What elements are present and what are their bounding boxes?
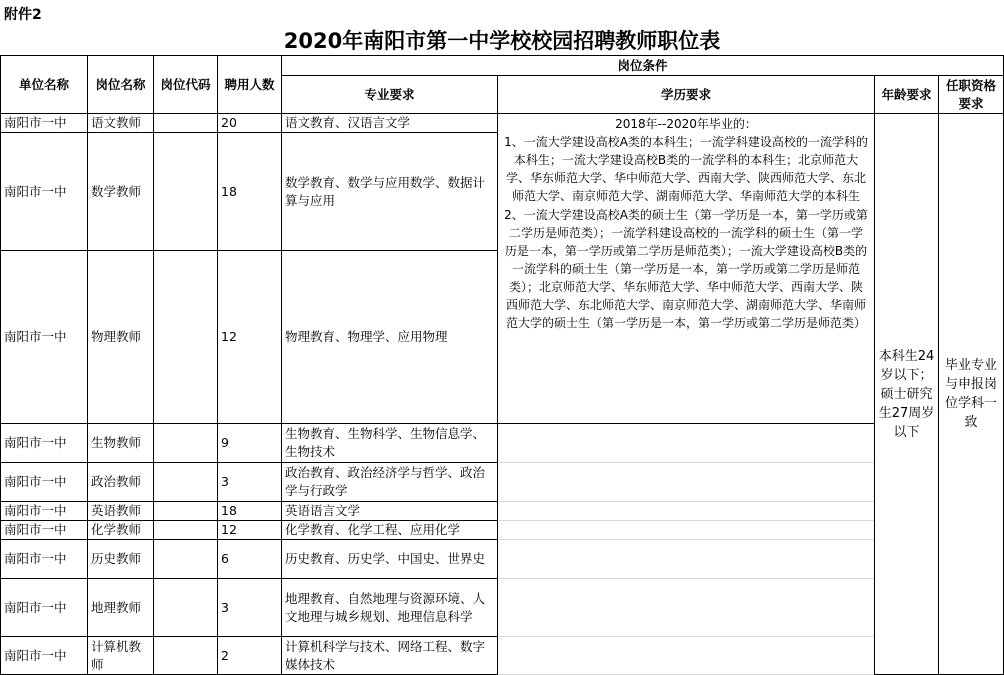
header-code: 岗位代码 <box>154 56 218 114</box>
header-qualification: 任职资格要求 <box>939 76 1004 114</box>
header-conditions: 岗位条件 <box>282 56 1004 76</box>
code-cell <box>154 424 218 463</box>
education-bachelor: 1、一流大学建设高校A类的本科生；一流学科建设高校的一流学科的本科生；一流大学建设高校B类的一流学科的本科生；北京师范大学、华东师范大学、华中师范大学、西南大学、陕西师范大学、东北师范大学、南京师范大学、湖南师范大学、华南师范大学的本科生 <box>504 135 868 203</box>
unit-cell: 南阳市一中 <box>1 637 88 675</box>
unit-cell: 南阳市一中 <box>1 133 88 251</box>
code-cell <box>154 637 218 675</box>
header-unit: 单位名称 <box>1 56 88 114</box>
position-cell: 化学教师 <box>88 521 154 540</box>
position-cell: 英语教师 <box>88 502 154 521</box>
header-position: 岗位名称 <box>88 56 154 114</box>
position-cell: 计算机教师 <box>88 637 154 675</box>
count-cell: 18 <box>218 133 282 251</box>
code-cell <box>154 114 218 133</box>
unit-cell: 南阳市一中 <box>1 251 88 424</box>
major-cell: 历史教育、历史学、中国史、世界史 <box>282 540 498 579</box>
position-cell: 历史教师 <box>88 540 154 579</box>
position-cell: 数学教师 <box>88 133 154 251</box>
header-count: 聘用人数 <box>218 56 282 114</box>
count-cell: 3 <box>218 463 282 502</box>
unit-cell: 南阳市一中 <box>1 463 88 502</box>
education-blank-cell <box>498 463 875 502</box>
attachment-label: 附件2 <box>4 7 42 23</box>
count-cell: 12 <box>218 251 282 424</box>
major-cell: 英语语言文学 <box>282 502 498 521</box>
count-cell: 20 <box>218 114 282 133</box>
header-education: 学历要求 <box>498 76 875 114</box>
header-age: 年龄要求 <box>875 76 939 114</box>
position-cell: 地理教师 <box>88 579 154 637</box>
header-major: 专业要求 <box>282 76 498 114</box>
code-cell <box>154 502 218 521</box>
position-cell: 物理教师 <box>88 251 154 424</box>
qualification-cell: 毕业专业与申报岗位学科一致 <box>939 114 1004 675</box>
table-row <box>1 579 1004 637</box>
unit-cell: 南阳市一中 <box>1 521 88 540</box>
table-row <box>1 540 1004 579</box>
education-blank-cell <box>498 502 875 521</box>
page-title: 2020年南阳市第一中学校校园招聘教师职位表 <box>283 29 721 53</box>
education-blank-cell <box>498 424 875 463</box>
count-cell: 18 <box>218 502 282 521</box>
education-blank-cell <box>498 579 875 637</box>
code-cell <box>154 463 218 502</box>
code-cell <box>154 251 218 424</box>
age-cell: 本科生24岁以下；硕士研究生27周岁以下 <box>875 114 939 675</box>
code-cell <box>154 540 218 579</box>
position-cell: 语文教师 <box>88 114 154 133</box>
major-cell: 物理教育、物理学、应用物理 <box>282 251 498 424</box>
education-blank-cell <box>498 540 875 579</box>
code-cell <box>154 133 218 251</box>
education-master: 2、一流大学建设高校A类的硕士生（第一学历是一本，第一学历或第二学历是师范类）；一流学科建设高校的一流学科的硕士生（第一学历是一本，第一学历或第二学历是师范类）；一流大学建设高校B类的一流学科的硕士生（第一学历是一本，第一学历或第二学历是师范类）；北京师范大学、华东师范大学、华中师范大学、西南大学、陕西师范大学、东北师范大学、南京师范大学、湖南师范大学、华南师范大学的硕士生（第一学历是一本，第一学历或第二学历是师范类） <box>504 208 868 330</box>
table-row <box>1 637 1004 675</box>
table-row <box>1 424 1004 463</box>
code-cell <box>154 579 218 637</box>
count-cell: 2 <box>218 637 282 675</box>
major-cell: 计算机科学与技术、网络工程、数字媒体技术 <box>282 637 498 675</box>
count-cell: 6 <box>218 540 282 579</box>
table-row <box>1 521 1004 540</box>
code-cell <box>154 521 218 540</box>
position-cell: 生物教师 <box>88 424 154 463</box>
unit-cell: 南阳市一中 <box>1 502 88 521</box>
table-row <box>1 463 1004 502</box>
count-cell: 3 <box>218 579 282 637</box>
education-cell <box>498 114 875 424</box>
major-cell: 化学教育、化学工程、应用化学 <box>282 521 498 540</box>
count-cell: 12 <box>218 521 282 540</box>
table-row <box>1 114 1004 133</box>
count-cell: 9 <box>218 424 282 463</box>
education-blank-cell <box>498 521 875 540</box>
education-blank-cell <box>498 637 875 675</box>
unit-cell: 南阳市一中 <box>1 579 88 637</box>
major-cell: 地理教育、自然地理与资源环境、人文地理与城乡规划、地理信息科学 <box>282 579 498 637</box>
major-cell: 数学教育、数学与应用数学、数据计算与应用 <box>282 133 498 251</box>
unit-cell: 南阳市一中 <box>1 424 88 463</box>
table-row <box>1 502 1004 521</box>
unit-cell: 南阳市一中 <box>1 540 88 579</box>
major-cell: 语文教育、汉语言文学 <box>282 114 498 133</box>
position-cell: 政治教师 <box>88 463 154 502</box>
major-cell: 政治教育、政治经济学与哲学、政治学与行政学 <box>282 463 498 502</box>
positions-table <box>0 55 1004 675</box>
education-intro: 2018年--2020年毕业的： <box>615 117 757 131</box>
unit-cell: 南阳市一中 <box>1 114 88 133</box>
major-cell: 生物教育、生物科学、生物信息学、生物技术 <box>282 424 498 463</box>
